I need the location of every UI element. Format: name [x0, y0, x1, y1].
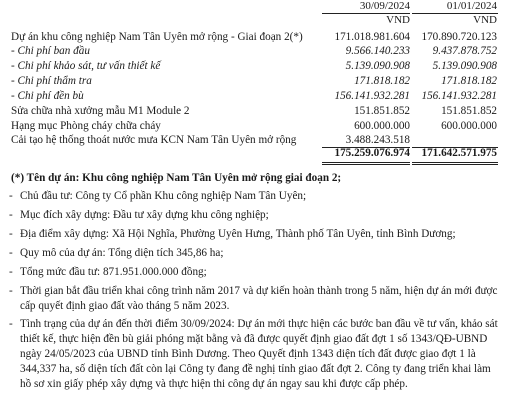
row-value-compensation-cost-col2: 156.141.932.281	[421, 90, 497, 102]
project-bullet-location	[9, 227, 500, 242]
row-value-fire-protection-col1: 600.000.000	[354, 120, 410, 132]
bullet-dash: -	[9, 266, 13, 278]
project-bullet-text: Tình trạng của dự án đến thời điểm 30/09/2024: Dự án mới thực hiện các bước ban đầu về tư vấn, khảo sát thiết kế, thực hiện đền bù giải phóng mặt bằng và đã được quyết định giao đất đợt 1 số 1343/QĐ-UBND ngày 24/05/2023 của UBND tỉnh Bình Dương. Theo Quyết định 1343 diện tích đất được giao đợt 1 là 344,337 ha, số diện tích đất còn lại Công ty đang đề nghị tỉnh giao đất đợt 2. Công ty đang triển khai làm hồ sơ xin giấy phép xây dựng và thực hiện thi công dự án ngay sau khi được cấp phép.	[20, 318, 498, 390]
project-bullet-text: Mục đích xây dựng: Đầu tư xây dựng khu công nghiệp;	[20, 209, 269, 221]
col1-total-double-rule-b	[322, 164, 410, 165]
row-label-appraisal-cost: - Chi phí thẩm tra	[11, 75, 92, 87]
row-label-project: Dự án khu công nghiệp Nam Tân Uyên mở rộng - Giai đoạn 2(*)	[11, 31, 303, 43]
project-bullet-text: Thời gian bắt đầu triển khai công trình năm 2017 và dự kiến hoàn thành trong 5 năm, hiện dự án mới được cấp quyết định giao đất vào tháng 5 năm 2023.	[20, 285, 498, 312]
row-value-initial-cost-col1: 9.566.140.233	[345, 45, 410, 57]
project-bullet-owner	[9, 189, 500, 204]
row-value-fire-protection-col2: 600.000.000	[441, 120, 497, 132]
project-title: (*) Tên dự án: Khu công nghiệp Nam Tân Uyên mở rộng giai đoạn 2;	[11, 172, 342, 184]
row-value-factory-repair-col1: 151.851.852	[354, 105, 410, 117]
row-value-project-col2: 170.890.720.123	[421, 31, 497, 43]
project-bullet-text: Tổng mức đầu tư: 871.951.000.000 đồng;	[20, 266, 207, 278]
bullet-dash: -	[9, 228, 13, 240]
bullet-dash: -	[9, 318, 13, 330]
row-value-drainage-col1: 3.488.243.518	[345, 134, 410, 146]
row-value-factory-repair-col2: 151.851.852	[441, 105, 497, 117]
project-bullet-purpose	[9, 208, 500, 223]
col2-date: 01/01/2024	[446, 0, 497, 12]
col2-total-double-rule-b	[412, 164, 498, 165]
project-bullet-status	[9, 317, 500, 391]
project-bullet-text: Địa điểm xây dựng: Xã Hội Nghĩa, Phường Uyên Hưng, Thành phố Tân Uyên, tỉnh Bình Dương;	[20, 228, 456, 240]
row-value-survey-cost-col1: 5.139.090.908	[345, 60, 410, 72]
row-label-survey-cost: - Chi phí khảo sát, tư vấn thiết kế	[11, 60, 161, 72]
row-value-project-col1: 171.018.981.604	[334, 31, 410, 43]
row-value-compensation-cost-col1: 156.141.932.281	[334, 90, 410, 102]
project-bullet-scale	[9, 246, 500, 261]
bullet-dash: -	[9, 285, 13, 297]
row-label-factory-repair: Sửa chữa nhà xưởng mẫu M1 Module 2	[11, 105, 190, 117]
project-bullet-text: Quy mô của dự án: Tổng diện tích 345,86 ha;	[20, 247, 224, 259]
col1-date: 30/09/2024	[359, 0, 410, 12]
row-value-initial-cost-col2: 9.437.878.752	[432, 45, 497, 57]
row-label-drainage: Cải tạo hệ thống thoát nước mưa KCN Nam Tân Uyên mở rộng	[11, 134, 297, 146]
project-bullet-timeline	[9, 284, 500, 314]
row-label-initial-cost: - Chi phí ban đầu	[11, 45, 90, 57]
col2-unit: VND	[473, 14, 497, 26]
row-value-appraisal-cost-col1: 171.818.182	[354, 75, 410, 87]
col2-total-double-rule-a	[412, 162, 498, 163]
bullet-dash: -	[9, 247, 13, 259]
row-value-survey-cost-col2: 5.139.090.908	[432, 60, 497, 72]
row-label-fire-protection: Hạng mục Phòng cháy chữa cháy	[11, 120, 161, 132]
total-col1: 175.259.076.974	[334, 147, 410, 159]
bullet-dash: -	[9, 209, 13, 221]
row-value-appraisal-cost-col2: 171.818.182	[441, 75, 497, 87]
bullet-dash: -	[9, 190, 13, 202]
total-col2: 171.642.571.975	[421, 147, 497, 159]
col1-unit: VND	[386, 14, 410, 26]
col1-total-double-rule-a	[322, 162, 410, 163]
row-label-compensation-cost: - Chi phí đền bù	[11, 90, 84, 102]
project-bullet-text: Chủ đầu tư: Công ty Cổ phần Khu công nghiệp Nam Tân Uyên;	[20, 190, 307, 202]
project-bullet-investment	[9, 265, 500, 280]
